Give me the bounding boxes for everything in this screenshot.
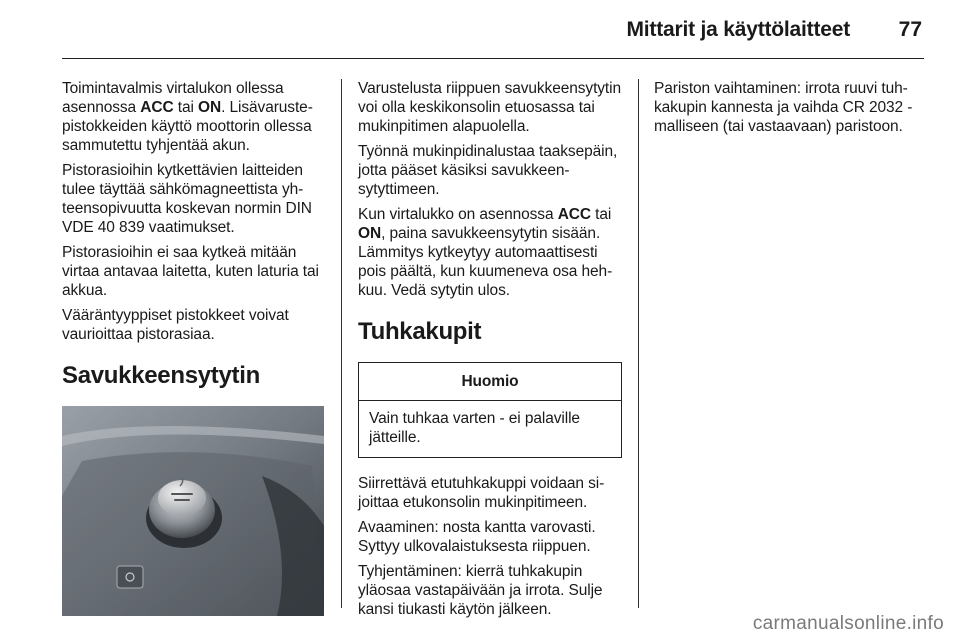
notice-title: Huomio: [359, 363, 621, 401]
paragraph-movable-ashtray: Siirrettävä etutuhkakuppi voidaan sijoittaa etukonsolin mukinpitimeen.: [358, 475, 605, 511]
notice-box: [358, 362, 622, 458]
paragraph-no-power-devices: Pistorasioihin ei saa kytkeä mitään virtaa antavaa laitetta, kuten laturia tai akkua.: [62, 244, 319, 299]
column-divider: [341, 79, 342, 608]
paragraph-push-cupholder: Työnnä mukinpidinalustaa taaksepäin, jotta pääset käsiksi savukkeensytyttimeen.: [358, 143, 618, 198]
column-1: [62, 79, 330, 616]
on-keyword: ON: [198, 99, 222, 116]
paragraph-lighter-location: Varustelusta riippuen savukkeensytytin voi olla keskikonsolin etuosassa tai mukinpitimen alapuolella.: [358, 80, 622, 135]
paragraph-opening: Avaaminen: nosta kantta varovasti. Syttyy ulkovalaistuksesta riippuen.: [358, 519, 596, 555]
cigarette-lighter-illustration: [62, 406, 324, 616]
header-rule: [62, 58, 924, 59]
paragraph-emc-standard: Pistorasioihin kytkettävien laitteiden tulee täyttää sähkömagneettista yhteensopivuutta koskevan normin DIN VDE 40 839 vaatimukset.: [62, 162, 312, 236]
column-3: [654, 79, 924, 142]
column-2: [358, 79, 622, 625]
paragraph-emptying: Tyhjentäminen: kierrä tuhkakupin yläosaa vastapäivään ja irrota. Sulje kansi tiukasti käytön jälkeen.: [358, 563, 603, 618]
page-number: 77: [898, 18, 922, 41]
cigarette-lighter-photo: [62, 406, 324, 616]
section-heading-cigarette-lighter: Savukkeensytytin: [62, 362, 260, 389]
paragraph-battery-replacement: Pariston vaihtaminen: irrota ruuvi tuhkakupin kannesta ja vaihda CR 2032 -malliseen (tai vastaavaan) paristoon.: [654, 80, 913, 135]
header-title: Mittarit ja käyttölaitteet: [626, 18, 850, 41]
paragraph-power-availability: Toimintavalmis virtalukon ollessa asennossa ACC tai ON. Lisävarustepistokkeiden käyttö moottorin ollessa sammutettu tyhjentää akun.: [62, 80, 313, 154]
column-divider: [638, 79, 639, 608]
acc-keyword: ACC: [557, 206, 591, 223]
paragraph-wrong-plugs: Vääräntyyppiset pistokkeet voivat vaurioittaa pistorasiaa.: [62, 307, 289, 343]
paragraph-lighter-use: Kun virtalukko on asennossa ACC tai ON, paina savukkeensytytin sisään. Lämmitys kytkeytyy automaattisesti pois päältä, kun kuumeneva osa hehkuu. Vedä sytytin ulos.: [358, 206, 613, 299]
on-keyword: ON: [358, 225, 382, 242]
footer-watermark: carmanualsonline.info: [752, 613, 944, 634]
acc-keyword: ACC: [140, 99, 174, 116]
section-heading-ashtrays: Tuhkakupit: [358, 318, 482, 345]
notice-text: Vain tuhkaa varten - ei palaville jätteille.: [369, 410, 580, 446]
